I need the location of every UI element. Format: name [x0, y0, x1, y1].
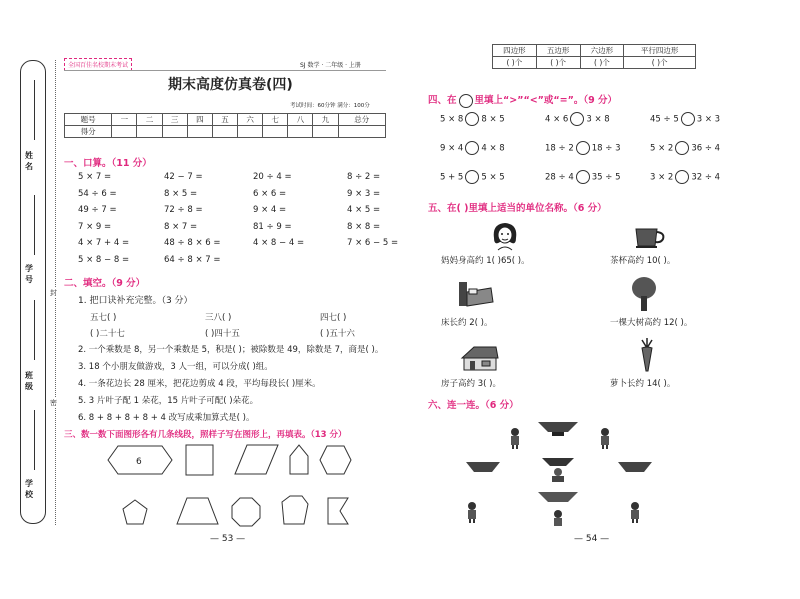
shape-header-cell: 五边形 — [536, 45, 580, 57]
compare-right: 3 × 8 — [586, 114, 610, 125]
parallelogram-shape — [235, 445, 278, 474]
blank-circle-icon — [459, 94, 473, 108]
formula-blank[interactable]: ( )二十七 — [90, 329, 125, 339]
id-label: 学号 — [25, 264, 33, 284]
unit-item-4: 一棵大树高约 12( )。 — [610, 318, 693, 328]
unit-item-2: 茶杯高约 10( )。 — [610, 256, 676, 266]
compare-circle[interactable] — [570, 112, 584, 126]
compare-left: 45 ÷ 5 — [650, 114, 679, 125]
formula-blank[interactable]: 四七( ) — [320, 313, 347, 323]
compare-right: 5 × 5 — [481, 172, 505, 183]
oral-calc-item: 5 × 8 − 8 = — [78, 254, 130, 265]
oral-calc-item: 4 × 7 + 4 = — [78, 238, 130, 248]
compare-item — [440, 112, 505, 126]
arrow-shape — [328, 498, 348, 524]
compare-left: 5 + 5 — [440, 172, 464, 183]
unit-item-6: 萝卜长约 14( )。 — [610, 379, 676, 389]
house-pentagon-shape — [290, 445, 308, 474]
object-side-view-icon — [618, 462, 652, 472]
score-entry-cell[interactable] — [288, 126, 313, 138]
compare-circle[interactable] — [465, 170, 479, 184]
example-answer: 6 — [136, 457, 142, 467]
compare-item — [545, 170, 621, 184]
score-entry-cell[interactable] — [187, 126, 212, 138]
child-figure-icon — [511, 428, 519, 449]
shape-count-cell[interactable]: ( )个 — [580, 57, 624, 69]
unit-item-5: 房子高约 3( )。 — [441, 379, 501, 389]
page-title: 期末高度仿真卷(四) — [168, 77, 293, 93]
hexagon-shape — [320, 446, 351, 474]
score-header-cell: 九 — [313, 114, 338, 126]
section-4-title: 四、在 里填上“>”“<”或“=”。（9 分） — [428, 95, 618, 106]
compare-circle[interactable] — [576, 141, 590, 155]
compare-circle[interactable] — [576, 170, 590, 184]
score-entry-cell[interactable] — [112, 126, 137, 138]
oral-calc-item: 5 × 7 = — [78, 172, 112, 182]
oral-calc-item: 7 × 6 − 5 = — [347, 238, 399, 248]
score-entry-cell[interactable] — [313, 126, 338, 138]
child-figure-icon — [468, 502, 476, 523]
compare-item — [650, 141, 720, 155]
class-line — [34, 300, 35, 360]
compare-item — [650, 112, 720, 126]
compare-item — [650, 170, 720, 184]
octagon-shape — [232, 498, 260, 526]
q4-text: 4. 一条花边长 28 厘米，把花边剪成 4 段，平均每段长( )厘米。 — [78, 379, 321, 389]
trapezoid-shape — [177, 498, 218, 524]
child-figure-icon — [631, 502, 639, 523]
score-entry-cell[interactable] — [162, 126, 187, 138]
oral-calc-item: 42 − 7 = — [164, 172, 203, 182]
school-line — [34, 410, 35, 470]
exam-info: 考试时间：60分钟 满分：100分 — [290, 103, 370, 109]
oral-calc-item: 8 × 7 = — [164, 221, 198, 232]
house-icon — [460, 344, 500, 372]
compare-item — [440, 141, 505, 155]
q6-text: 6. 8 + 8 + 8 + 8 + 4 改写成乘加算式是( )。 — [78, 413, 255, 423]
q2-text: 2. 一个乘数是 8，另一个乘数是 5，积是( )；被除数是 49，除数是 7，商是( )。 — [78, 345, 384, 355]
oral-calc-item: 9 × 4 = — [253, 205, 287, 215]
matching-figure — [460, 410, 680, 530]
shape-header-cell: 六边形 — [580, 45, 624, 57]
compare-right: 8 × 5 — [481, 114, 505, 125]
oral-calc-item: 9 × 3 = — [347, 188, 381, 199]
compare-left: 5 × 8 — [440, 114, 464, 125]
object-bottom-view-icon — [538, 492, 578, 502]
score-header-cell: 六 — [238, 114, 263, 126]
shape-count-table — [492, 44, 696, 69]
pentagon-shape — [123, 500, 147, 524]
q3-text: 3. 18 个小朋友做游戏，3 人一组，可以分成( )组。 — [78, 362, 273, 372]
score-header-cell: 四 — [187, 114, 212, 126]
mother-icon — [490, 220, 520, 252]
child-figure-icon — [554, 510, 562, 526]
oral-calc-item: 4 × 8 − 4 = — [253, 238, 305, 248]
oral-calc-item: 8 × 8 = — [347, 221, 381, 232]
name-label: 姓名 — [25, 151, 33, 171]
oral-calc-item: 4 × 5 = — [347, 205, 381, 215]
score-entry-cell[interactable] — [212, 126, 237, 138]
page-number-left: — 53 — — [210, 534, 246, 544]
shape-header-cell: 平行四边形 — [624, 45, 696, 57]
oral-calc-item: 7 × 9 = — [78, 221, 112, 232]
compare-left: 4 × 6 — [545, 114, 569, 125]
object-side-view-icon — [466, 462, 500, 472]
compare-right: 3 × 3 — [696, 114, 721, 125]
q1-text: 1. 把口诀补充完整。（3 分） — [78, 296, 193, 306]
tree-icon — [630, 276, 658, 312]
formula-blank[interactable]: ( )五十六 — [320, 329, 355, 339]
oral-calc-item: 49 ÷ 7 = — [78, 205, 117, 215]
compare-item — [545, 112, 610, 126]
square-shape — [186, 445, 213, 475]
compare-left: 28 ÷ 4 — [545, 172, 574, 183]
shape-header-cell: 四边形 — [493, 45, 537, 57]
oral-calc-item: 6 × 6 = — [253, 188, 287, 199]
score-header-cell: 七 — [263, 114, 288, 126]
score-header-cell: 八 — [288, 114, 313, 126]
bed-icon — [457, 280, 495, 310]
score-entry-cell[interactable] — [238, 126, 263, 138]
score-header-cell: 三 — [162, 114, 187, 126]
score-header-cell: 总分 — [338, 114, 385, 126]
score-entry-cell[interactable] — [263, 126, 288, 138]
object-top-view-icon — [538, 422, 578, 436]
score-header-cell: 五 — [212, 114, 237, 126]
compare-item — [440, 170, 505, 184]
shape-count-cell[interactable]: ( )个 — [493, 57, 537, 69]
compare-circle[interactable] — [465, 112, 479, 126]
compare-circle[interactable] — [681, 112, 695, 126]
score-row-label: 得分 — [65, 126, 112, 138]
page-number-right: — 54 — — [574, 534, 610, 544]
unit-item-3: 床长约 2( )。 — [441, 318, 493, 328]
child-figure-icon — [601, 428, 609, 449]
oral-calc-item: 20 ÷ 4 = — [253, 172, 292, 182]
score-table — [64, 113, 386, 138]
compare-circle[interactable] — [675, 170, 689, 184]
oral-calc-item: 72 ÷ 8 = — [164, 205, 203, 215]
section-3-title: 三、数一数下面图形各有几条线段，照样子写在图形上，再填表。（13 分） — [64, 430, 347, 440]
compare-right: 35 ÷ 5 — [591, 172, 621, 183]
shape-count-cell[interactable]: ( )个 — [624, 57, 696, 69]
section-1-title: 一、口算。（11 分） — [64, 158, 152, 169]
compare-left: 3 × 2 — [650, 172, 674, 183]
hexagon-shape — [282, 496, 308, 524]
series-banner: 全国百佳名校期末考试 — [64, 58, 132, 71]
subject-label: SJ 数学 · 二年级 · 上册 — [300, 62, 361, 69]
section-6-title: 六、连一连。（6 分） — [428, 400, 519, 411]
score-entry-cell[interactable] — [137, 126, 162, 138]
q5-text: 5. 3 片叶子配 1 朵花，15 片叶子可配( )朵花。 — [78, 396, 259, 406]
oral-calc-item: 8 × 5 = — [164, 188, 198, 199]
formula-blank[interactable]: ( )四十五 — [205, 329, 240, 339]
compare-circle[interactable] — [675, 141, 689, 155]
radish-icon — [638, 338, 656, 372]
seal-mark: 密 — [50, 399, 57, 407]
oral-calc-item: 81 ÷ 9 = — [253, 221, 292, 232]
object-center-icon — [542, 458, 574, 482]
seal-mark: 封 — [50, 289, 57, 297]
formula-blank[interactable]: 三八( ) — [205, 313, 232, 323]
compare-left: 5 × 2 — [650, 143, 674, 154]
section-2-title: 二、填空。（9 分） — [64, 278, 146, 289]
compare-item — [545, 141, 621, 155]
compare-left: 9 × 4 — [440, 143, 464, 154]
compare-right: 18 ÷ 3 — [591, 143, 621, 154]
id-line — [34, 195, 35, 255]
binding-strip — [20, 60, 46, 524]
formula-blank[interactable]: 五七( ) — [90, 313, 117, 323]
score-entry-cell[interactable] — [338, 126, 385, 138]
score-header-cell: 二 — [137, 114, 162, 126]
oral-calc-item: 54 ÷ 6 = — [78, 188, 117, 199]
teacup-icon — [633, 226, 667, 250]
shapes-figure — [100, 440, 370, 530]
compare-circle[interactable] — [465, 141, 479, 155]
shape-count-cell[interactable]: ( )个 — [536, 57, 580, 69]
class-label: 班级 — [25, 371, 33, 391]
compare-left: 18 ÷ 2 — [545, 143, 574, 154]
section-5-title: 五、在( )里填上适当的单位名称。（6 分） — [428, 203, 607, 214]
name-line — [34, 80, 35, 140]
unit-item-1: 妈妈身高约 1( )65( )。 — [441, 256, 530, 266]
header-rule — [64, 70, 386, 71]
compare-right: 36 ÷ 4 — [691, 143, 721, 154]
school-label: 学校 — [25, 479, 33, 499]
compare-right: 32 ÷ 4 — [691, 172, 721, 183]
oral-calc-item: 8 ÷ 2 = — [347, 172, 381, 182]
score-header-cell: 题号 — [65, 114, 112, 126]
oral-calc-item: 64 ÷ 8 × 7 = — [164, 254, 221, 265]
compare-right: 4 × 8 — [481, 143, 505, 154]
score-header-cell: 一 — [112, 114, 137, 126]
oral-calc-item: 48 ÷ 8 × 6 = — [164, 238, 221, 248]
